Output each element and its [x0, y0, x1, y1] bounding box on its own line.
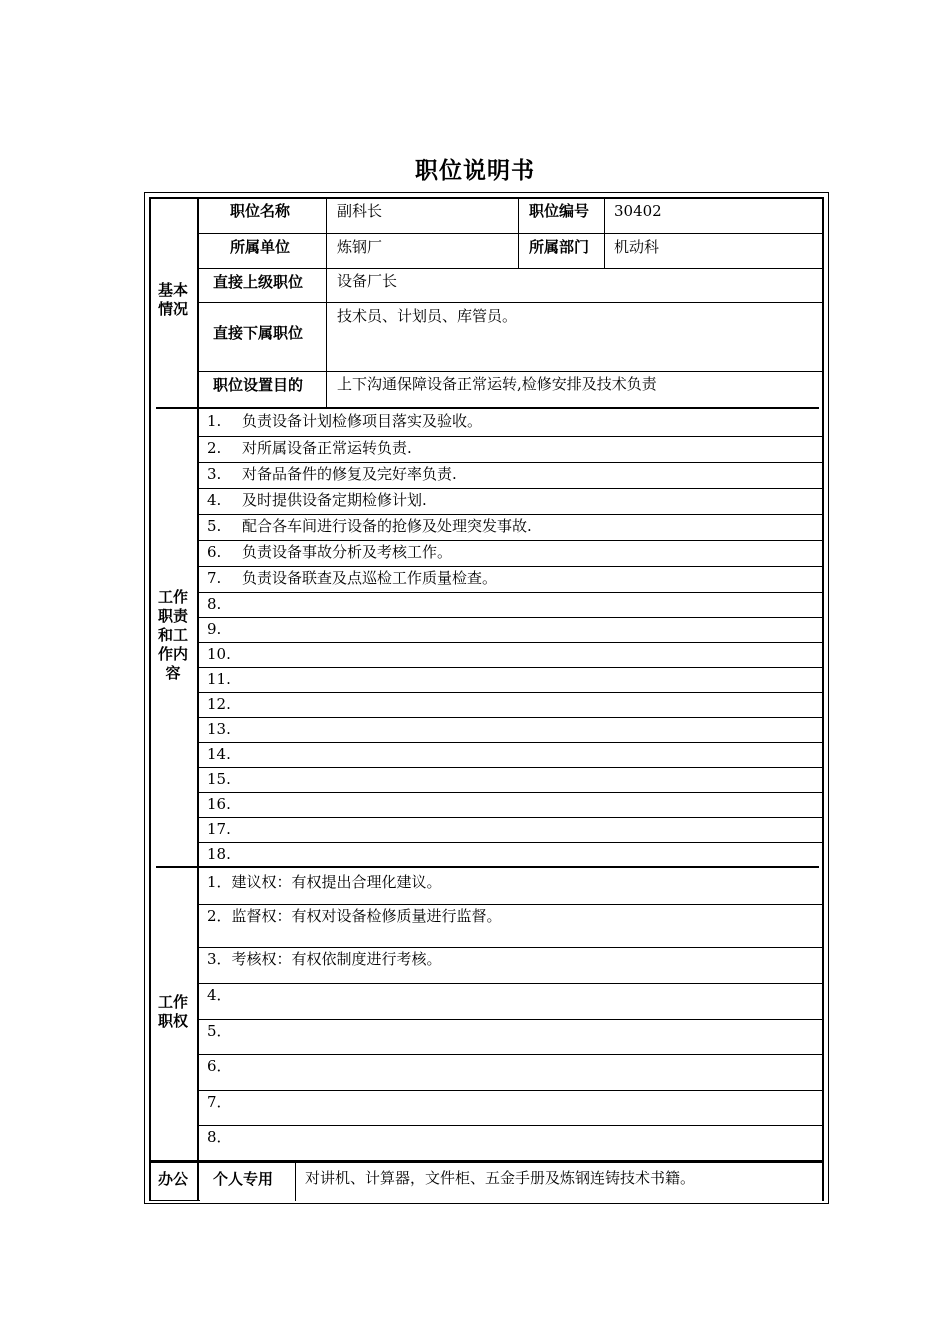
duty-item [207, 670, 242, 688]
row-divider [199, 1054, 824, 1055]
row-divider [199, 692, 824, 693]
row-divider [199, 904, 824, 905]
duty-text: 负责设备联查及点巡检工作质量检查。 [242, 569, 498, 587]
row-divider [199, 792, 824, 793]
unit-value: 炼钢厂 [337, 238, 383, 256]
duty-number: 5. [207, 517, 222, 535]
duty-number: 6. [207, 543, 222, 561]
duty-text: 配合各车间进行设备的抢修及处理突发事故. [242, 517, 532, 535]
dept-value: 机动科 [614, 238, 660, 256]
row-divider [199, 947, 824, 948]
col-divider [295, 1163, 296, 1201]
duty-item [207, 720, 242, 738]
row-divider [199, 817, 824, 818]
row-divider [199, 667, 824, 668]
duty-number: 10. [207, 645, 231, 663]
page-title: 职位说明书 [415, 158, 535, 184]
duty-number: 11. [207, 670, 231, 688]
row-divider [199, 566, 824, 567]
authority-item: 1．建议权：有权提出合理化建议。 [207, 873, 442, 891]
section-label-duties: 工作 职责 和工 作内 容 [157, 588, 188, 682]
row-divider [199, 717, 824, 718]
form-inner-border [149, 197, 824, 1201]
authority-item: 4． [207, 986, 232, 1004]
duty-item [207, 543, 452, 561]
duty-text: 及时提供设备定期检修计划. [242, 491, 427, 509]
duty-item [207, 620, 242, 638]
row-divider [199, 1019, 824, 1020]
duty-number: 15. [207, 770, 231, 788]
duty-number: 1. [207, 412, 222, 430]
duty-number: 8. [207, 595, 222, 613]
row-divider [199, 233, 824, 234]
section-separator [150, 1160, 824, 1163]
section-label-basic: 基本 情况 [157, 281, 188, 318]
duty-item [207, 795, 242, 813]
subordinate-value: 技术员、计划员、库管员。 [337, 307, 518, 325]
duty-number: 18. [207, 845, 231, 863]
duty-item [207, 845, 242, 863]
duty-item [207, 820, 242, 838]
col-divider [518, 197, 519, 269]
row-divider [199, 488, 824, 489]
authority-item: 7． [207, 1093, 232, 1111]
purpose-label: 职位设置目的 [213, 376, 304, 394]
duty-number: 9. [207, 620, 222, 638]
row-divider [199, 617, 824, 618]
dept-label: 所属部门 [529, 238, 590, 256]
row-divider [199, 592, 824, 593]
duty-item [207, 569, 497, 587]
row-divider [199, 462, 824, 463]
row-divider [199, 371, 824, 372]
row-divider [199, 514, 824, 515]
duty-text: 负责设备事故分析及考核工作。 [242, 543, 453, 561]
row-divider [199, 540, 824, 541]
duty-item [207, 412, 482, 430]
position-code-label: 职位编号 [529, 202, 590, 220]
duty-number: 4. [207, 491, 222, 509]
duty-number: 12. [207, 695, 231, 713]
section-separator [156, 866, 819, 868]
duty-text: 负责设备计划检修项目落实及验收。 [242, 412, 483, 430]
section-divider [197, 197, 199, 1201]
duty-item [207, 465, 457, 483]
duty-item [207, 745, 242, 763]
purpose-value: 上下沟通保障设备正常运转,检修安排及技术负责 [337, 375, 657, 393]
row-divider [199, 767, 824, 768]
unit-label: 所属单位 [230, 238, 291, 256]
duty-item [207, 491, 427, 509]
position-name-label: 职位名称 [230, 202, 291, 220]
duty-number: 7. [207, 569, 222, 587]
authority-item: 5． [207, 1022, 232, 1040]
authority-item: 8． [207, 1128, 232, 1146]
row-divider [199, 1125, 824, 1126]
row-divider [199, 842, 824, 843]
duty-number: 13. [207, 720, 231, 738]
position-code-value: 30402 [614, 202, 662, 220]
col-divider [326, 197, 327, 408]
duty-item [207, 695, 242, 713]
row-divider [199, 268, 824, 269]
authority-item: 3．考核权：有权依制度进行考核。 [207, 950, 442, 968]
duty-item [207, 595, 242, 613]
row-divider [199, 983, 824, 984]
personal-use-label: 个人专用 [213, 1170, 274, 1188]
duty-text: 对所属设备正常运转负责. [242, 439, 412, 457]
duty-item [207, 645, 242, 663]
row-divider [199, 642, 824, 643]
row-divider [150, 1200, 200, 1201]
superior-value: 设备厂长 [337, 272, 398, 290]
section-separator [156, 407, 819, 409]
row-divider [199, 436, 824, 437]
duty-number: 3. [207, 465, 222, 483]
authority-item: 2．监督权：有权对设备检修质量进行监督。 [207, 907, 502, 925]
section-label-office: 办公 [157, 1170, 188, 1188]
position-name-value: 副科长 [337, 202, 383, 220]
authority-item: 6． [207, 1057, 232, 1075]
duty-item [207, 770, 242, 788]
duty-number: 2. [207, 439, 222, 457]
subordinate-label: 直接下属职位 [213, 324, 304, 342]
duty-text: 对备品备件的修复及完好率负责. [242, 465, 457, 483]
superior-label: 直接上级职位 [213, 273, 304, 291]
personal-use-value: 对讲机、计算器，文件柜、五金手册及炼钢连铸技术书籍。 [305, 1169, 696, 1187]
duty-number: 16. [207, 795, 231, 813]
section-label-authority: 工作 职权 [157, 993, 188, 1030]
duty-number: 17. [207, 820, 231, 838]
duty-item [207, 439, 412, 457]
row-divider [199, 302, 824, 303]
row-divider [199, 1090, 824, 1091]
row-divider [199, 742, 824, 743]
duty-item [207, 517, 532, 535]
col-divider [604, 197, 605, 269]
duty-number: 14. [207, 745, 231, 763]
